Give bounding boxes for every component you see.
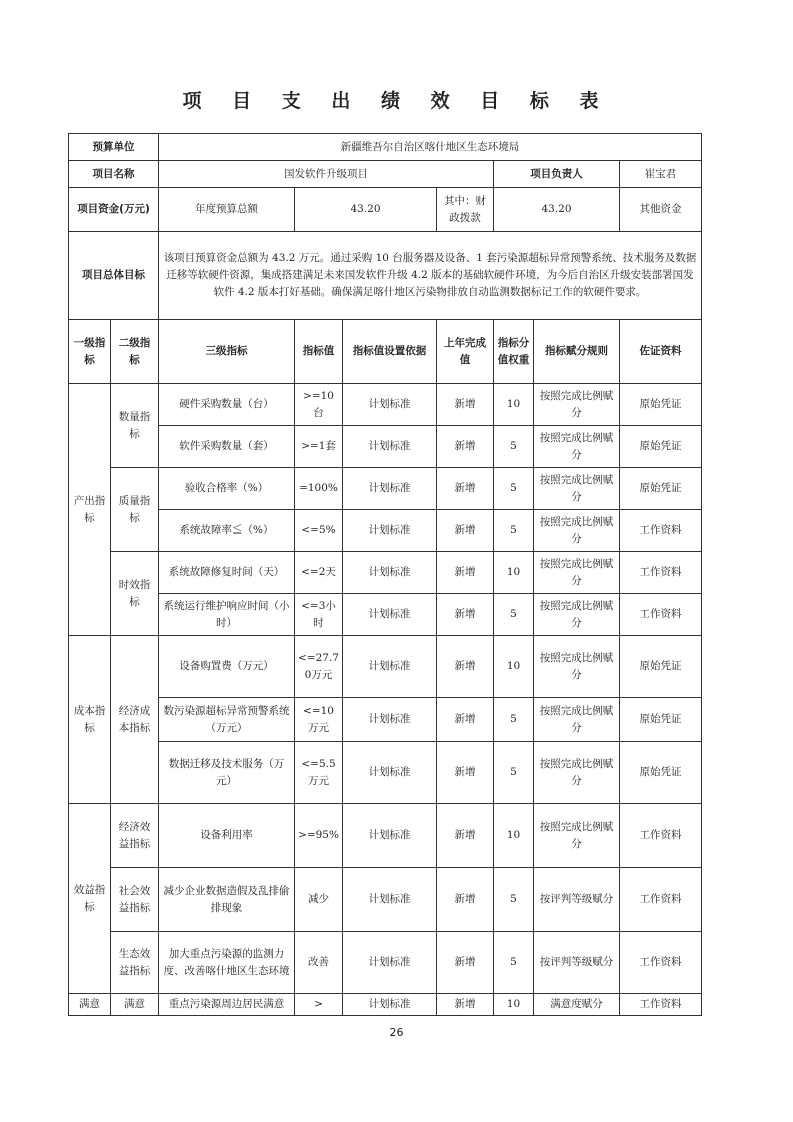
indicator-value: >=95%: [295, 804, 343, 868]
indicator-name: 重点污染源周边居民满意: [159, 994, 295, 1016]
group-cost: 成本指标: [69, 636, 111, 804]
indicator-weight: 10: [494, 384, 534, 426]
indicator-weight: 10: [494, 552, 534, 594]
indicator-rule: 按照完成比例赋分: [534, 552, 620, 594]
indicator-evidence: 原始凭证: [620, 698, 702, 742]
indicator-last-year: 新增: [437, 994, 494, 1016]
table-row: [69, 384, 702, 426]
indicator-evidence: 工作资料: [620, 994, 702, 1016]
indicator-name: 系统故障修复时间（天）: [159, 552, 295, 594]
indicator-last-year: 新增: [437, 932, 494, 994]
indicator-basis: 计划标准: [343, 742, 437, 804]
indicator-weight: 10: [494, 804, 534, 868]
indicator-basis: 计划标准: [343, 636, 437, 698]
indicator-name: 设备利用率: [159, 804, 295, 868]
indicator-weight: 5: [494, 426, 534, 468]
budget-unit-value: 新疆维吾尔自治区喀什地区生态环境局: [159, 134, 702, 161]
indicator-basis: 计划标准: [343, 698, 437, 742]
performance-target-table: [68, 133, 702, 1016]
indicator-last-year: 新增: [437, 468, 494, 510]
indicator-weight: 5: [494, 594, 534, 636]
header-evidence: 佐证资料: [620, 320, 702, 384]
indicator-rule: 按照完成比例赋分: [534, 636, 620, 698]
indicator-basis: 计划标准: [343, 932, 437, 994]
indicator-rule: 按评判等级赋分: [534, 932, 620, 994]
group-satisfaction-l1: 满意: [69, 994, 111, 1016]
indicator-value: <=5.5万元: [295, 742, 343, 804]
indicator-last-year: 新增: [437, 384, 494, 426]
indicator-basis: 计划标准: [343, 426, 437, 468]
fiscal-value: 43.20: [494, 188, 620, 232]
indicator-rule: 满意度赋分: [534, 994, 620, 1016]
indicator-value: <=3小时: [295, 594, 343, 636]
indicator-evidence: 原始凭证: [620, 636, 702, 698]
indicator-evidence: 工作资料: [620, 932, 702, 994]
indicator-rule: 按照完成比例赋分: [534, 510, 620, 552]
indicator-last-year: 新增: [437, 426, 494, 468]
indicator-weight: 5: [494, 468, 534, 510]
indicator-evidence: 工作资料: [620, 594, 702, 636]
indicator-last-year: 新增: [437, 552, 494, 594]
indicator-rule: 按照完成比例赋分: [534, 698, 620, 742]
table-row: [69, 932, 702, 994]
header-level2: 二级指标: [111, 320, 159, 384]
group-social-benefit: 社会效益指标: [111, 868, 159, 932]
header-weight: 指标分值权重: [494, 320, 534, 384]
indicator-name: 加大重点污染源的监测力度、改善喀什地区生态环境: [159, 932, 295, 994]
project-name-label: 项目名称: [69, 161, 159, 188]
group-eco-benefit: 生态效益指标: [111, 932, 159, 994]
indicator-last-year: 新增: [437, 804, 494, 868]
header-last-year: 上年完成值: [437, 320, 494, 384]
indicator-last-year: 新增: [437, 510, 494, 552]
indicator-name: 验收合格率（%）: [159, 468, 295, 510]
indicator-basis: 计划标准: [343, 994, 437, 1016]
group-output: 产出指标: [69, 384, 111, 636]
header-rule: 指标赋分规则: [534, 320, 620, 384]
annual-budget-label: 年度预算总额: [159, 188, 295, 232]
indicator-name: 软件采购数量（套）: [159, 426, 295, 468]
indicator-evidence: 工作资料: [620, 510, 702, 552]
indicator-last-year: 新增: [437, 594, 494, 636]
indicator-rule: 按照完成比例赋分: [534, 468, 620, 510]
indicator-value: 减少: [295, 868, 343, 932]
table-row: [69, 698, 702, 742]
indicator-rule: 按照完成比例赋分: [534, 742, 620, 804]
group-quality: 质量指标: [111, 468, 159, 552]
page-title: 项 目 支 出 绩 效 目 标 表: [182, 90, 611, 112]
indicator-value: >: [295, 994, 343, 1016]
indicator-evidence: 工作资料: [620, 552, 702, 594]
indicator-basis: 计划标准: [343, 384, 437, 426]
indicator-weight: 5: [494, 742, 534, 804]
indicator-value: >=10台: [295, 384, 343, 426]
indicator-evidence: 原始凭证: [620, 468, 702, 510]
indicator-last-year: 新增: [437, 742, 494, 804]
table-row: [69, 994, 702, 1016]
table-row: [69, 742, 702, 804]
indicator-rule: 按照完成比例赋分: [534, 594, 620, 636]
group-satisfaction-l2: 满意: [111, 994, 159, 1016]
group-timeliness: 时效指标: [111, 552, 159, 636]
header-value: 指标值: [295, 320, 343, 384]
indicator-name: 数据迁移及技术服务（万元）: [159, 742, 295, 804]
indicator-value: <=5%: [295, 510, 343, 552]
indicator-rule: 按照完成比例赋分: [534, 804, 620, 868]
indicator-name: 数污染源超标异常预警系统（万元）: [159, 698, 295, 742]
group-economic-benefit: 经济效益指标: [111, 804, 159, 868]
other-funds-label: 其他资金: [639, 203, 682, 215]
indicator-weight: 10: [494, 636, 534, 698]
overall-goal-label: 项目总体目标: [69, 232, 159, 320]
header-level1: 一级指标: [69, 320, 111, 384]
indicator-basis: 计划标准: [343, 468, 437, 510]
indicator-name: 减少企业数据造假及乱排偷排现象: [159, 868, 295, 932]
page-number: 26: [389, 1026, 404, 1039]
group-quantity: 数量指标: [111, 384, 159, 468]
indicator-last-year: 新增: [437, 636, 494, 698]
table-row: [69, 636, 702, 698]
overall-goal-text: 该项目预算资金总额为 43.2 万元。通过采购 10 台服务器及设备、1 套污染源超标异常预警系统、技术服务及数据迁移等软硬件资源，集成搭建满足未来国发软件升级 4.2 版本的基础软硬件环境，为今后自治区升级安装部署国发软件 4.2 版本打好基础。确保满足喀什地区污染物排放自动监测数据标记工作的软硬件要求。: [159, 232, 702, 320]
indicator-evidence: 原始凭证: [620, 742, 702, 804]
other-funds-value: [620, 188, 702, 232]
indicator-evidence: 工作资料: [620, 804, 702, 868]
table-row: [69, 468, 702, 510]
indicator-name: 硬件采购数量（台）: [159, 384, 295, 426]
indicator-name: 系统运行维护响应时间（小时）: [159, 594, 295, 636]
indicator-rule: 按照完成比例赋分: [534, 426, 620, 468]
indicator-name: 系统故障率≦（%）: [159, 510, 295, 552]
indicator-basis: 计划标准: [343, 804, 437, 868]
table-row: [69, 426, 702, 468]
group-economic-cost: 经济成本指标: [111, 636, 159, 804]
indicator-last-year: 新增: [437, 868, 494, 932]
indicator-evidence: 原始凭证: [620, 426, 702, 468]
indicator-weight: 10: [494, 994, 534, 1016]
header-basis: 指标值设置依据: [343, 320, 437, 384]
header-level3: 三级指标: [159, 320, 295, 384]
project-leader-value: 崔宝君: [620, 161, 702, 188]
table-row: [69, 868, 702, 932]
indicator-name: 设备购置费（万元）: [159, 636, 295, 698]
indicator-value: =100%: [295, 468, 343, 510]
table-row: [69, 552, 702, 594]
indicator-basis: 计划标准: [343, 868, 437, 932]
indicator-value: <=10万元: [295, 698, 343, 742]
indicator-basis: 计划标准: [343, 594, 437, 636]
indicator-basis: 计划标准: [343, 510, 437, 552]
indicator-weight: 5: [494, 510, 534, 552]
fiscal-label: 其中：财政拨款: [437, 188, 494, 232]
indicator-value: >=1套: [295, 426, 343, 468]
indicator-basis: 计划标准: [343, 552, 437, 594]
indicator-weight: 5: [494, 868, 534, 932]
indicator-last-year: 新增: [437, 698, 494, 742]
indicator-evidence: 工作资料: [620, 868, 702, 932]
indicator-evidence: 原始凭证: [620, 384, 702, 426]
project-leader-label: 项目负责人: [494, 161, 620, 188]
budget-unit-label: 预算单位: [69, 134, 159, 161]
indicator-value: <=27.70万元: [295, 636, 343, 698]
indicator-rule: 按照完成比例赋分: [534, 384, 620, 426]
table-row: [69, 804, 702, 868]
table-row: [69, 594, 702, 636]
indicator-rule: 按评判等级赋分: [534, 868, 620, 932]
funding-label: 项目资金(万元): [69, 188, 159, 232]
group-benefit: 效益指标: [69, 804, 111, 994]
indicator-value: 改善: [295, 932, 343, 994]
project-name-value: 国发软件升级项目: [159, 161, 494, 188]
annual-budget-value: 43.20: [295, 188, 437, 232]
indicator-weight: 5: [494, 932, 534, 994]
indicator-weight: 5: [494, 698, 534, 742]
indicator-value: <=2天: [295, 552, 343, 594]
table-row: [69, 510, 702, 552]
